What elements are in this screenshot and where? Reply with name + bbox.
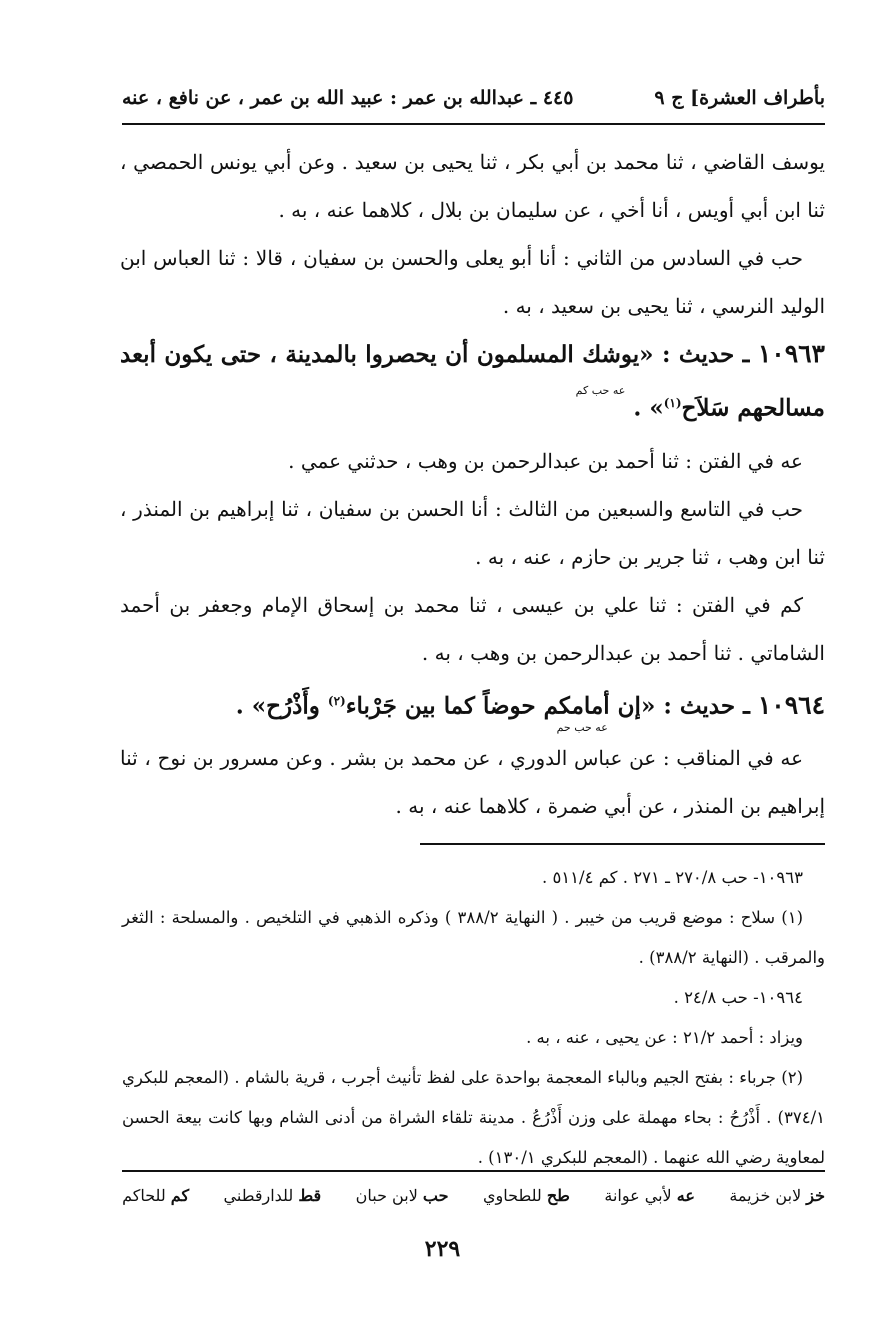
hadith-heading — [120, 677, 825, 735]
paragraph: يوسف القاضي ، ثنا محمد بن أبي بكر ، ثنا يحيى بن سعيد . وعن أبي يونس الحمصي ، ثنا ابن أبي أويس ، أنا أخي ، عن سليمان بن بلال ، كلاهما عنه ، به . — [120, 150, 825, 222]
legend-abbr: خز — [806, 1186, 825, 1205]
footnote: ١٠٩٦٣- حب ٢٧٠/٨ ـ ٢٧١ . كم ٥١١/٤ . — [541, 868, 803, 887]
legend-name: للدارقطني — [223, 1186, 294, 1205]
legend-abbr: طح — [546, 1186, 570, 1205]
paragraph: حب في التاسع والسبعين من الثالث : أنا الحسن بن سفيان ، ثنا إبراهيم بن المنذر ، ثنا ابن وهب ، ثنا جرير بن حازم ، عنه ، به . — [120, 496, 825, 569]
footnote-rule — [420, 843, 825, 845]
header-volume: بأطراف العشرة] ج ٩ — [654, 87, 825, 109]
footnote-ref: (١) — [663, 396, 682, 410]
legend-name: لأبي عوانة — [604, 1186, 672, 1205]
hadith-text: ـ حديث : «إن أمامكم حوضاً كما بين جَرْباء — [345, 692, 750, 720]
legend-abbr: قط — [298, 1186, 322, 1205]
legend-item — [483, 1186, 570, 1205]
legend-abbr: كم — [170, 1186, 190, 1205]
legend-item — [604, 1186, 695, 1205]
abbreviation-legend — [122, 1186, 825, 1205]
paragraph: عه في الفتن : ثنا أحمد بن عبدالرحمن بن وهب ، حدثني عمي . — [288, 448, 803, 473]
hadith-text-end: وأَذْرُح» . — [235, 692, 328, 720]
footnote: ١٠٩٦٤- حب ٢٤/٨ . — [673, 988, 803, 1007]
hadith-sources: عه حب حم — [556, 721, 608, 735]
hadith-text: ـ حديث : «يوشك المسلمون أن يحصروا بالمدينة ، حتى يكون أبعد مسالحهم سَلاَح — [120, 341, 825, 422]
legend-rule — [122, 1170, 825, 1172]
hadith-heading — [120, 330, 825, 437]
paragraph: كم في الفتن : ثنا علي بن عيسى ، ثنا محمد بن إسحاق الإمام وجعفر بن أحمد الشاماتي . ثنا أحمد بن عبدالرحمن بن وهب ، به . — [120, 592, 825, 665]
legend-name: لابن خزيمة — [729, 1186, 802, 1205]
paragraph: حب في السادس من الثاني : أنا أبو يعلى والحسن بن سفيان ، قالا : ثنا العباس ابن الوليد النرسي ، ثنا يحيى بن سعيد ، به . — [120, 246, 825, 318]
header-chapter: ٤٤٥ ـ عبدالله بن عمر : عبيد الله بن عمر ، عن نافع ، عنه — [122, 87, 574, 109]
footnote: ويزاد : أحمد ٢١/٢ : عن يحيى ، عنه ، به . — [526, 1028, 803, 1047]
running-header — [122, 78, 825, 118]
legend-item — [729, 1186, 825, 1205]
main-text — [120, 138, 825, 830]
footnote: (١) سلاح : موضع قريب من خيبر . ( النهاية ٣٨٨/٢ ) وذكره الذهبي في التلخيص . والمسلحة : الثغر والمرقب . (النهاية ٣٨٨/٢) . — [122, 908, 825, 967]
hadith-number: ١٠٩٦٣ — [757, 339, 825, 368]
page-number: ٢٢٩ — [424, 1236, 461, 1262]
paragraph: عه في المناقب : عن عباس الدوري ، عن محمد بن بشر . وعن مسرور بن نوح ، ثنا إبراهيم بن المنذر ، عن أبي ضمرة ، كلاهما عنه ، به . — [120, 746, 825, 819]
legend-item — [356, 1186, 449, 1205]
hadith-end: » . — [633, 394, 664, 422]
hadith-number: ١٠٩٦٤ — [757, 690, 825, 720]
footnote-ref: (٢) — [327, 693, 346, 708]
legend-name: للحاكم — [122, 1186, 166, 1205]
legend-abbr: عه — [676, 1186, 695, 1205]
footnotes — [122, 858, 825, 1178]
legend-name: لابن حبان — [355, 1186, 418, 1205]
legend-item — [224, 1186, 322, 1205]
hadith-sources: عه حب كم — [575, 383, 626, 397]
header-rule — [122, 123, 825, 125]
legend-item — [122, 1186, 189, 1205]
footnote: (٢) جرباء : بفتح الجيم وبالباء المعجمة بواحدة على لفظ تأنيث أجرب ، قرية بالشام . (المعجم للبكري ٣٧٤/١) . أَذْرُحُ : بحاء مهملة على وزن أَذْرُعُ . مدينة تلقاء الشراة من أدنى الشام وبها كانت بيعة الحسن لمعاوية رضي الله عنهما . (المعجم للبكري ١٣٠/١) . — [122, 1068, 825, 1167]
legend-abbr: حب — [422, 1186, 449, 1205]
legend-name: للطحاوي — [482, 1186, 542, 1205]
